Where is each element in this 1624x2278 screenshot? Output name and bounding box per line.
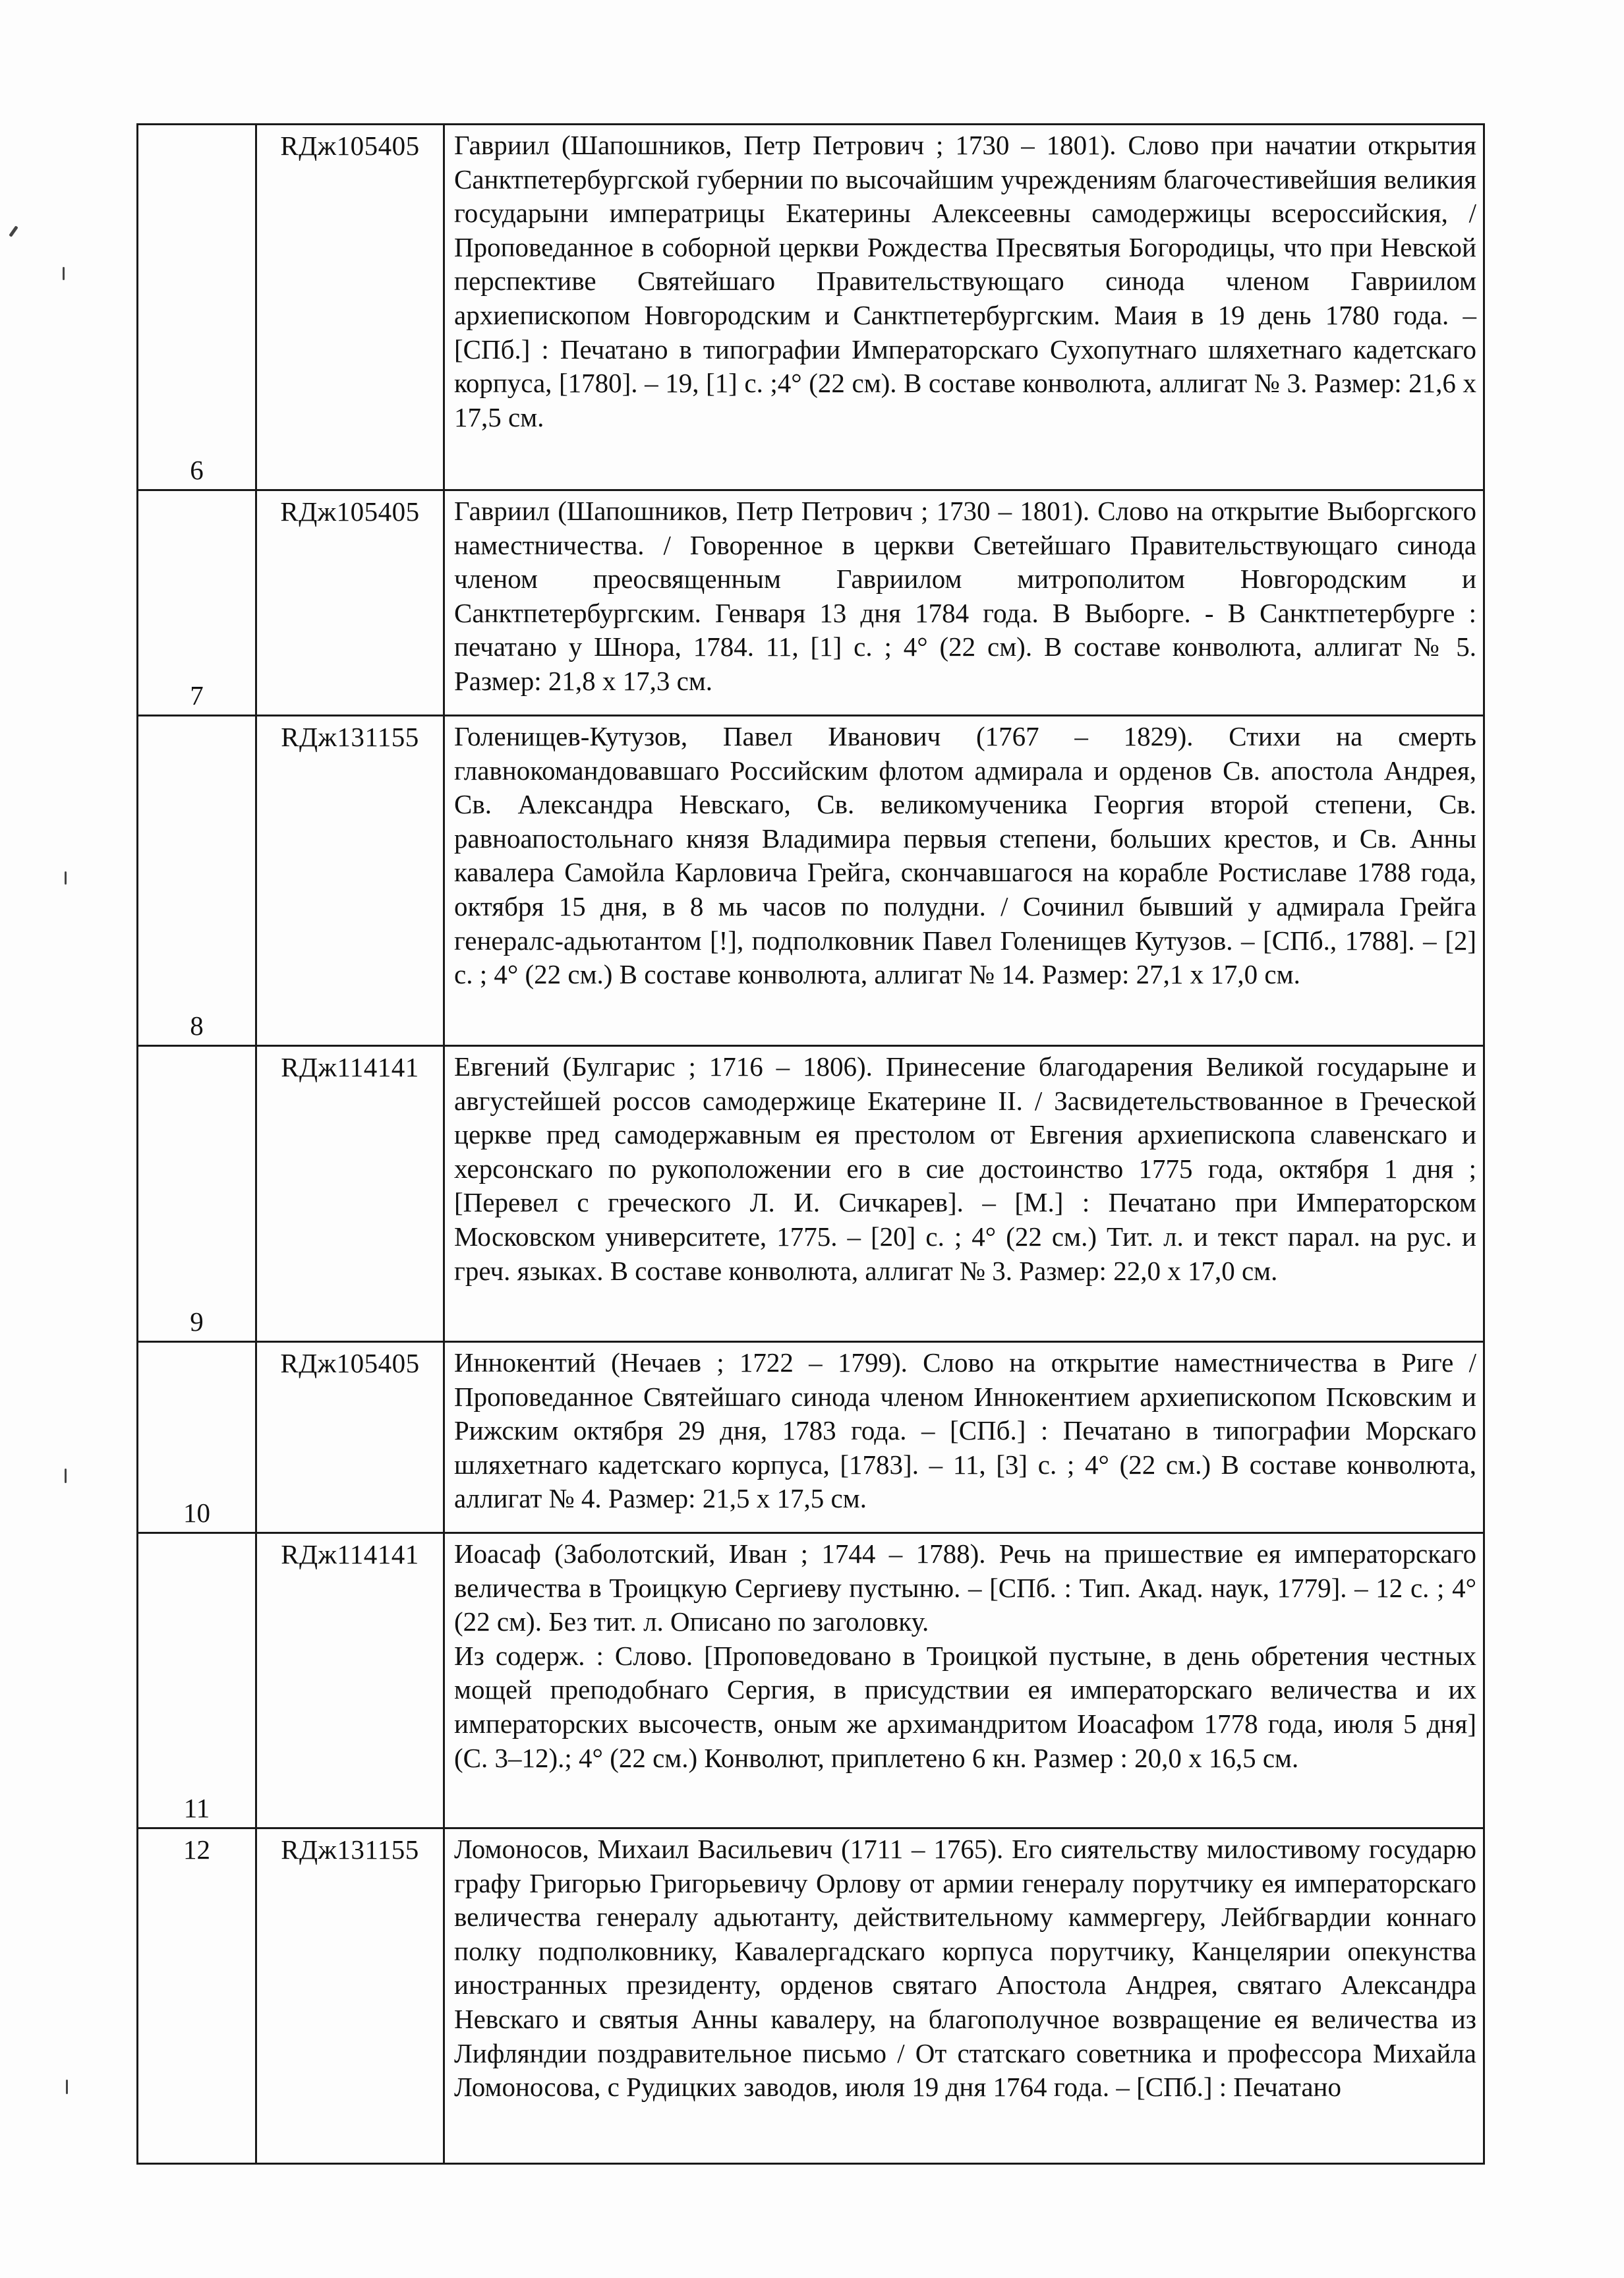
margin-mark bbox=[66, 2080, 68, 2094]
shelfmark: RДж114141 bbox=[256, 1533, 444, 1828]
entry-description bbox=[444, 1046, 1484, 1342]
description-paragraph: Иоасаф (Заболотский, Иван ; 1744 – 1788). Речь на пришествие ея императорскаго величества в Троицкую Сергиеву пустыню. – [СПб. : Тип. Акад. наук, 1779]. – 12 с. ; 4° (22 см). Без тит. л. Описано по заголовку. bbox=[454, 1538, 1476, 1637]
entry-number: 10 bbox=[183, 1498, 210, 1529]
table-row bbox=[138, 1046, 1484, 1342]
margin-mark bbox=[63, 267, 65, 280]
shelfmark: RДж105405 bbox=[256, 1342, 444, 1533]
description-paragraph: Голенищев-Кутузов, Павел Иванович (1767 – 1829). Стихи на смерть главнокомандовавшаго Российским флотом адмирала и орденов Св. апостола Андрея, Св. Александра Невскаго, Св. великомученика Георгия второй степени, Св. равноапостольнаго князя Владимира первыя степени, больших крестов, и Св. Анны кавалера Самойла Карловича Грейга, скончавшагося на корабле Ростиславе 1788 года, октября 15 дня, в 8 мь часов по полудни. / Сочинил бывший у адмирала Грейга генералс-адьютантом [!], подполковник Павел Голенищев Кутузов. – [СПб., 1788]. – [2] с. ; 4° (22 см.) В составе конволюта, аллигат № 14. Размер: 27,1 х 17,0 см. bbox=[454, 721, 1476, 990]
entry-number-cell bbox=[138, 716, 256, 1046]
entry-description bbox=[444, 490, 1484, 716]
entry-number: 12 bbox=[183, 1834, 210, 1865]
entry-description bbox=[444, 1342, 1484, 1533]
shelfmark: RДж105405 bbox=[256, 125, 444, 490]
margin-mark bbox=[65, 1469, 67, 1483]
description-paragraph: Евгений (Булгарис ; 1716 – 1806). Принесение благодарения Великой государыне и августейшей россов самодержице Екатерине II. / Засвидетельствованное в Греческой церкве пред самодержавным ея престолом от Евгения архиепископа славенскаго и херсонскаго по рукоположении его в сие достоинство 1775 года, октября 1 дня ; [Перевел с греческого Л. И. Сичкарев]. – [М.] : Печатано при Императорском Московском университете, 1775. – [20] с. ; 4° (22 см.) Тит. л. и текст парал. на рус. и греч. языках. В составе конволюта, аллигат № 3. Размер: 22,0 х 17,0 см. bbox=[454, 1051, 1476, 1286]
entry-description bbox=[444, 125, 1484, 490]
table-row bbox=[138, 1533, 1484, 1828]
entry-number: 9 bbox=[190, 1306, 204, 1337]
entry-number-cell bbox=[138, 490, 256, 716]
entry-number: 8 bbox=[190, 1010, 204, 1041]
entry-number: 7 bbox=[190, 680, 204, 711]
entry-number-cell bbox=[138, 1342, 256, 1533]
description-paragraph: Гавриил (Шапошников, Петр Петрович ; 1730 – 1801). Слово при начатии открытия Санктпетербургской губернии по высочайшим учреждениям благочестивейшия великия государыни императрицы Екатерины Алексеевны самодержицы всероссийския, / Проповеданное в соборной церкви Рождества Пресвятыя Богородицы, что при Невской перспективе Святейшаго Правительствующаго синода членом Гавриилом архиепископом Новгородским и Санктпетербургским. Маия в 19 день 1780 года. – [СПб.] : Печатано в типографии Императорскаго Сухопутнаго шляхетнаго кадетскаго корпуса, [1780]. – 19, [1] с. ;4° (22 см). В составе конволюта, аллигат № 3. Размер: 21,6 х 17,5 см. bbox=[454, 130, 1476, 432]
table-row bbox=[138, 716, 1484, 1046]
margin-mark bbox=[9, 225, 18, 237]
table-row bbox=[138, 1828, 1484, 2164]
entry-number: 6 bbox=[190, 455, 204, 486]
entry-number-cell bbox=[138, 1046, 256, 1342]
table-row bbox=[138, 125, 1484, 490]
table-row bbox=[138, 490, 1484, 716]
entry-description bbox=[444, 1533, 1484, 1828]
description-paragraph: Иннокентий (Нечаев ; 1722 – 1799). Слово на открытие наместничества в Риге / Проповеданное Святейшаго синода членом Иннокентием архиепископом Псковским и Рижским октября 29 дня, 1783 года. – [СПб.] : Печатано в типографии Морскаго шляхетнаго кадетскаго корпуса, [1783]. – 11, [3] с. ; 4° (22 см.) В составе конволюта, аллигат № 4. Размер: 21,5 х 17,5 см. bbox=[454, 1347, 1476, 1514]
entry-number: 11 bbox=[183, 1793, 210, 1824]
shelfmark: RДж114141 bbox=[256, 1046, 444, 1342]
description-paragraph: Гавриил (Шапошников, Петр Петрович ; 1730 – 1801). Слово на открытие Выборгского наместничества. / Говоренное в церкви Светейшаго Правительствующаго синода членом преосвященным Гавриилом митрополитом Новгородским и Санктпетербургским. Генваря 13 дня 1784 года. В Выборге. - В Санктпетербурге : печатано у Шнора, 1784. 11, [1] с. ; 4° (22 см). В составе конволюта, аллигат № 5. Размер: 21,8 х 17,3 см. bbox=[454, 496, 1476, 696]
entry-description bbox=[444, 716, 1484, 1046]
entry-description bbox=[444, 1828, 1484, 2164]
table-row bbox=[138, 1342, 1484, 1533]
shelfmark: RДж105405 bbox=[256, 490, 444, 716]
description-paragraph: Из содерж. : Слово. [Проповедовано в Троицкой пустыне, в день обретения честных мощей преподобнаго Сергия, в присудствии ея императорскаго величества и их императорских высочеств, оным же архимандритом Иоасафом 1778 года, июля 5 дня] (С. 3–12).; 4° (22 см.) Конволют, приплетено 6 кн. Размер : 20,0 х 16,5 см. bbox=[454, 1640, 1476, 1773]
catalog-table bbox=[136, 123, 1485, 2165]
entry-number-cell bbox=[138, 1533, 256, 1828]
description-paragraph: Ломоносов, Михаил Васильевич (1711 – 1765). Его сиятельству милостивому государю графу Григорью Григорьевичу Орлову от армии генералу порутчику ея императорскаго величества генералу адьютанту, действительному каммергеру, Лейбгвардии коннаго полку подполковнику, Кавалергадскаго корпуса порутчику, Канцелярии опекунства иностранных президенту, орденов святаго Апостола Андрея, святаго Александра Невскаго и святыя Анны кавалеру, на благополучное возвращение ея величества из Лифляндии поздравительное письмо / От статскаго советника и профессора Михайла Ломоносова, с Рудицких заводов, июля 19 дня 1764 года. – [СПб.] : Печатано bbox=[454, 1834, 1476, 2103]
margin-mark bbox=[65, 871, 67, 885]
entry-number-cell bbox=[138, 125, 256, 490]
entry-number-cell bbox=[138, 1828, 256, 2164]
shelfmark: RДж131155 bbox=[256, 1828, 444, 2164]
shelfmark: RДж131155 bbox=[256, 716, 444, 1046]
